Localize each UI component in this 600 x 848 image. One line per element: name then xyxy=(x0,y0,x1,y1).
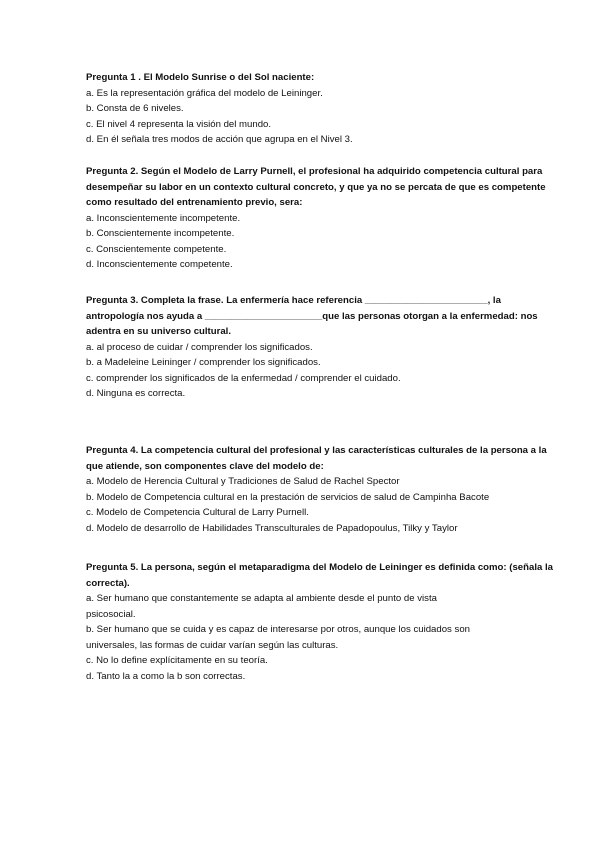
question-2 xyxy=(86,164,556,273)
question-2-option-d: d. Inconscientemente competente. xyxy=(86,259,233,270)
question-4-option-b: b. Modelo de Competencia cultural en la prestación de servicios de salud de Campinha Bacote xyxy=(86,491,490,503)
question-3-option-d: d. Ninguna es correcta. xyxy=(86,388,186,399)
question-5-option-d: d. Tanto la a como la b son correctas. xyxy=(86,670,246,682)
question-4-option-a: a. Modelo de Herencia Cultural y Tradiciones de Salud de Rachel Spector xyxy=(86,476,400,487)
question-3-option-a: a. al proceso de cuidar / comprender los significados. xyxy=(86,341,313,353)
question-5-option-a: a. Ser humano que constantemente se adapta al ambiente desde el punto de vista psicosocial. xyxy=(86,593,437,620)
question-1-option-b: b. Consta de 6 niveles. xyxy=(86,103,184,114)
question-5 xyxy=(86,560,556,684)
question-4 xyxy=(86,443,556,536)
question-5-option-c: c. No lo define explícitamente en su teoría. xyxy=(86,655,268,666)
question-1-option-a: a. Es la representación gráfica del modelo de Leininger. xyxy=(86,87,323,99)
question-3-stem: Pregunta 3. Completa la frase. La enfermería hace referencia _______________________, la antropología nos ayuda a ______________________que las personas otorgan a la enfermedad: nos adentra en su universo cultural. xyxy=(86,295,538,337)
question-1-stem: Pregunta 1 . El Modelo Sunrise o del Sol naciente: xyxy=(86,72,315,83)
question-5-option-b: b. Ser humano que se cuida y es capaz de interesarse por otros, aunque los cuidados son universales, las formas de cuidar varían según las culturas. xyxy=(86,624,470,651)
question-3 xyxy=(86,293,556,402)
question-5-stem: Pregunta 5. La persona, según el metaparadigma del Modelo de Leininger es definida como: (señala la correcta). xyxy=(86,562,554,589)
question-3-option-b: b. a Madeleine Leininger / comprender los significados. xyxy=(86,357,321,368)
question-4-option-d: d. Modelo de desarrollo de Habilidades Transculturales de Papadopoulus, Tilky y Taylor xyxy=(86,522,458,534)
question-2-stem: Pregunta 2. Según el Modelo de Larry Purnell, el profesional ha adquirido competencia cultural para desempeñar su labor en un contexto cultural concreto, y que ya no se percata de que es competente como resultado del entrenamiento previo, sera: xyxy=(86,166,546,208)
question-2-option-c: c. Conscientemente competente. xyxy=(86,243,227,255)
question-1-option-c: c. El nivel 4 representa la visión del mundo. xyxy=(86,118,272,130)
question-4-option-c: c. Modelo de Competencia Cultural de Larry Purnell. xyxy=(86,507,309,518)
question-1 xyxy=(86,70,556,148)
question-3-option-c: c. comprender los significados de la enfermedad / comprender el cuidado. xyxy=(86,372,401,384)
question-2-option-a: a. Inconscientemente incompetente. xyxy=(86,212,241,224)
question-1-option-d: d. En él señala tres modos de acción que agrupa en el Nivel 3. xyxy=(86,134,353,145)
question-2-option-b: b. Conscientemente incompetente. xyxy=(86,228,235,239)
question-4-stem: Pregunta 4. La competencia cultural del profesional y las características culturales de la persona a la que atiende, son componentes clave del modelo de: xyxy=(86,445,547,472)
